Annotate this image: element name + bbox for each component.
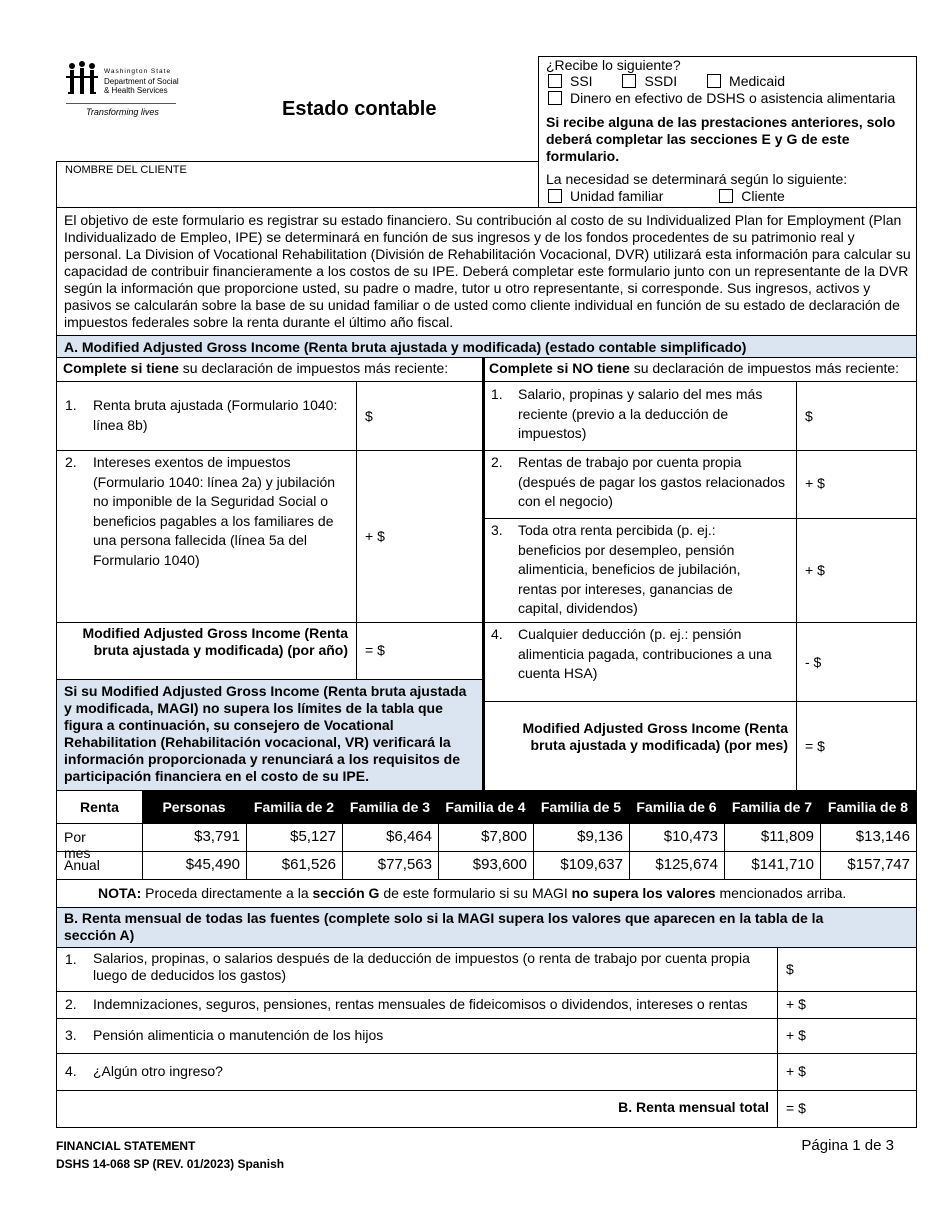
section-b-title: B. Renta mensual de todas las fuentes (complete solo si la MAGI supera los valores que aparecen en la tabla de la sección A)	[64, 910, 824, 943]
benefits-row-1	[548, 73, 785, 89]
section-a-title: A. Modified Adjusted Gross Income (Renta bruta ajustada y modificada) (estado contable simplificado)	[64, 339, 747, 355]
table-cell: $157,747	[847, 856, 910, 873]
cash-assistance-label: Dinero en efectivo de DSHS o asistencia alimentaria	[570, 90, 896, 106]
medicaid-label: Medicaid	[729, 73, 786, 89]
table-cell: $45,490	[185, 856, 240, 873]
b-total-label: B. Renta mensual total	[618, 1099, 769, 1115]
table-cell: $13,146	[855, 828, 910, 845]
table-header-familia-5: Familia de 5	[533, 791, 629, 823]
table-cell: $93,600	[472, 856, 527, 873]
magi-note-text: Si su Modified Adjusted Gross Income (Renta bruta ajustada y modificada, MAGI) no supera los límites de la tabla que figura a continuación, su consejero de Vocational Rehabilitation (Rehabilitación vocacional, VR) verificará la información proporcionada y renunciará a los requisitos de participación financiera en el costo de su IPE.	[64, 683, 467, 784]
table-header-familia-8: Familia de 8	[820, 791, 916, 823]
table-cell: $61,526	[281, 856, 336, 873]
b-item-2-field[interactable]: + $	[786, 996, 806, 1012]
household-label: Unidad familiar	[570, 188, 664, 204]
client-checkbox[interactable]	[719, 189, 733, 203]
section-a-divider	[482, 357, 485, 791]
page-number: Página 1 de 3	[801, 1137, 894, 1154]
left-item-2-field[interactable]: + $	[365, 528, 385, 544]
right-item-4-field[interactable]: - $	[805, 654, 822, 670]
table-header-familia-7: Familia de 7	[724, 791, 820, 823]
logo-divider	[66, 103, 176, 104]
left-item-1-number: 1.	[65, 397, 77, 413]
row-label-por-mes: Por mes	[64, 829, 91, 861]
row-label-anual: Anual	[64, 857, 100, 873]
table-cell: $9,136	[577, 828, 623, 845]
right-item-4-number: 4.	[491, 626, 503, 642]
left-item-2-number: 2.	[65, 454, 77, 470]
logo-line-2: Department of Social	[104, 77, 179, 86]
left-item-1-field[interactable]: $	[365, 408, 373, 424]
logo-line-1: Washington State	[104, 68, 172, 75]
b-item-1-field[interactable]: $	[786, 961, 794, 977]
right-item-1-field[interactable]: $	[805, 408, 813, 424]
medicaid-checkbox[interactable]	[707, 74, 721, 88]
note-text: NOTA: Proceda directamente a la sección G de este formulario si su MAGI no supera los valores mencionados arriba.	[98, 885, 847, 901]
ssdi-label: SSDI	[644, 73, 678, 89]
benefits-question: ¿Recibe lo siguiente?	[546, 57, 681, 73]
table-header-familia-4: Familia de 4	[438, 791, 533, 823]
b-item-2-text: Indemnizaciones, seguros, pensiones, rentas mensuales de fideicomisos o dividendos, intereses o rentas	[93, 996, 748, 1012]
left-item-2-text: Intereses exentos de impuestos (Formulario 1040: línea 2a) y jubilación no imponible de la Seguridad Social o beneficios pagables a los familiares de una persona fallecida (línea 5a del Formulario 1040)	[93, 454, 336, 568]
left-column-heading: Complete si tiene su declaración de impuestos más reciente:	[63, 360, 449, 376]
client-name-field[interactable]	[60, 180, 534, 204]
b-item-1-text: Salarios, propinas, o salarios después de la deducción de impuestos (o renta de trabajo por cuenta propia luego de deducidos los gastos)	[93, 950, 750, 983]
b-item-3-text: Pensión alimenticia o manutención de los hijos	[93, 1027, 384, 1043]
right-item-2-text: Rentas de trabajo por cuenta propia (después de pagar los gastos relacionados con el negocio)	[518, 454, 785, 509]
footer-form-number: DSHS 14-068 SP (REV. 01/2023) Spanish	[56, 1157, 285, 1171]
page-title: Estado contable	[282, 98, 437, 120]
right-total-label: Modified Adjusted Gross Income (Renta bruta ajustada y modificada) (por mes)	[522, 720, 788, 753]
b-item-3-number: 3.	[65, 1027, 77, 1043]
dshs-logo	[64, 60, 179, 122]
table-cell: $11,809	[760, 828, 814, 845]
client-label: Cliente	[741, 188, 785, 204]
intro-text: El objetivo de este formulario es registrar su estado financiero. Su contribución al costo de su Individualized Plan for Employment (Plan Individualizado de Empleo, IPE) se determinará en función de sus ingresos y de los fondos procedentes de su patrimonio real y personal. La Division of Vocational Rehabilitation (División de Rehabilitación Vocacional, DVR) utilizará esta información para calcular su capacidad de contribuir financieramente a los costos de su IPE. Deberá completar este formulario junto con un representante de la DVR según la información que proporcione usted, su padre o madre, tutor u otro representante, si corresponde. Sus ingresos, activos y pasivos se calcularán sobre la base de su unidad familiar o de usted como cliente individual en función de su estado de declaración de impuestos federales sobre la renta durante el último año fiscal.	[64, 212, 911, 330]
need-row	[548, 188, 785, 204]
table-header-renta: Renta	[57, 791, 142, 823]
benefits-instruction: Si recibe alguna de las prestaciones anteriores, solo deberá completar las secciones E y G de este formulario.	[546, 114, 896, 164]
left-item-1-text: Renta bruta ajustada (Formulario 1040: línea 8b)	[93, 397, 338, 433]
b-item-2-number: 2.	[65, 996, 77, 1012]
ssi-checkbox[interactable]	[548, 74, 562, 88]
right-item-2-field[interactable]: + $	[805, 475, 825, 491]
right-item-3-field[interactable]: + $	[805, 562, 825, 578]
client-name-label: NOMBRE DEL CLIENTE	[65, 164, 187, 176]
table-cell: $141,710	[751, 856, 814, 873]
right-item-3-text: Toda otra renta percibida (p. ej.: beneficios por desempleo, pensión alimenticia, beneficios de jubilación, rentas por intereses, ganancias de capital, dividendos)	[518, 522, 741, 616]
logo-tagline: Transforming lives	[86, 107, 159, 117]
left-total-label: Modified Adjusted Gross Income (Renta bruta ajustada y modificada) (por año)	[82, 625, 348, 658]
household-checkbox[interactable]	[548, 189, 562, 203]
cash-assistance-checkbox[interactable]	[548, 91, 562, 105]
logo-line-3: & Health Services	[104, 86, 168, 95]
ssdi-checkbox[interactable]	[622, 74, 636, 88]
b-item-4-text: ¿Algún otro ingreso?	[93, 1063, 223, 1079]
table-cell: $77,563	[377, 856, 432, 873]
right-item-2-number: 2.	[491, 454, 503, 470]
ssi-label: SSI	[570, 73, 593, 89]
b-item-3-field[interactable]: + $	[786, 1027, 806, 1043]
table-cell: $125,674	[655, 856, 718, 873]
left-total-field[interactable]: = $	[365, 642, 385, 658]
right-item-1-number: 1.	[491, 386, 503, 402]
right-item-4-text: Cualquier deducción (p. ej.: pensión alimenticia pagada, contribuciones a una cuenta HSA)	[518, 626, 772, 681]
dshs-logo-figures-icon	[64, 60, 100, 100]
need-label: La necesidad se determinará según lo siguiente:	[546, 171, 848, 187]
table-cell: $5,127	[290, 828, 336, 845]
footer-form-title: FINANCIAL STATEMENT	[56, 1139, 196, 1153]
right-column-heading: Complete si NO tiene su declaración de impuestos más reciente:	[489, 360, 900, 376]
table-cell: $3,791	[194, 828, 240, 845]
table-cell: $6,464	[386, 828, 432, 845]
b-total-field[interactable]: = $	[786, 1100, 806, 1116]
right-item-1-text: Salario, propinas y salario del mes más reciente (previo a la deducción de impuestos)	[518, 386, 763, 441]
table-header-familia-2: Familia de 2	[246, 791, 342, 823]
table-header-personas: Personas	[142, 791, 246, 823]
table-cell: $7,800	[481, 828, 527, 845]
right-total-field[interactable]: = $	[805, 738, 825, 754]
b-item-4-field[interactable]: + $	[786, 1063, 806, 1079]
benefits-row-2	[548, 90, 895, 106]
table-header-familia-6: Familia de 6	[629, 791, 724, 823]
table-header-familia-3: Familia de 3	[342, 791, 438, 823]
table-cell: $10,473	[663, 828, 718, 845]
b-item-1-number: 1.	[65, 951, 77, 967]
right-item-3-number: 3.	[491, 522, 503, 538]
table-cell: $109,637	[560, 856, 623, 873]
b-item-4-number: 4.	[65, 1063, 77, 1079]
